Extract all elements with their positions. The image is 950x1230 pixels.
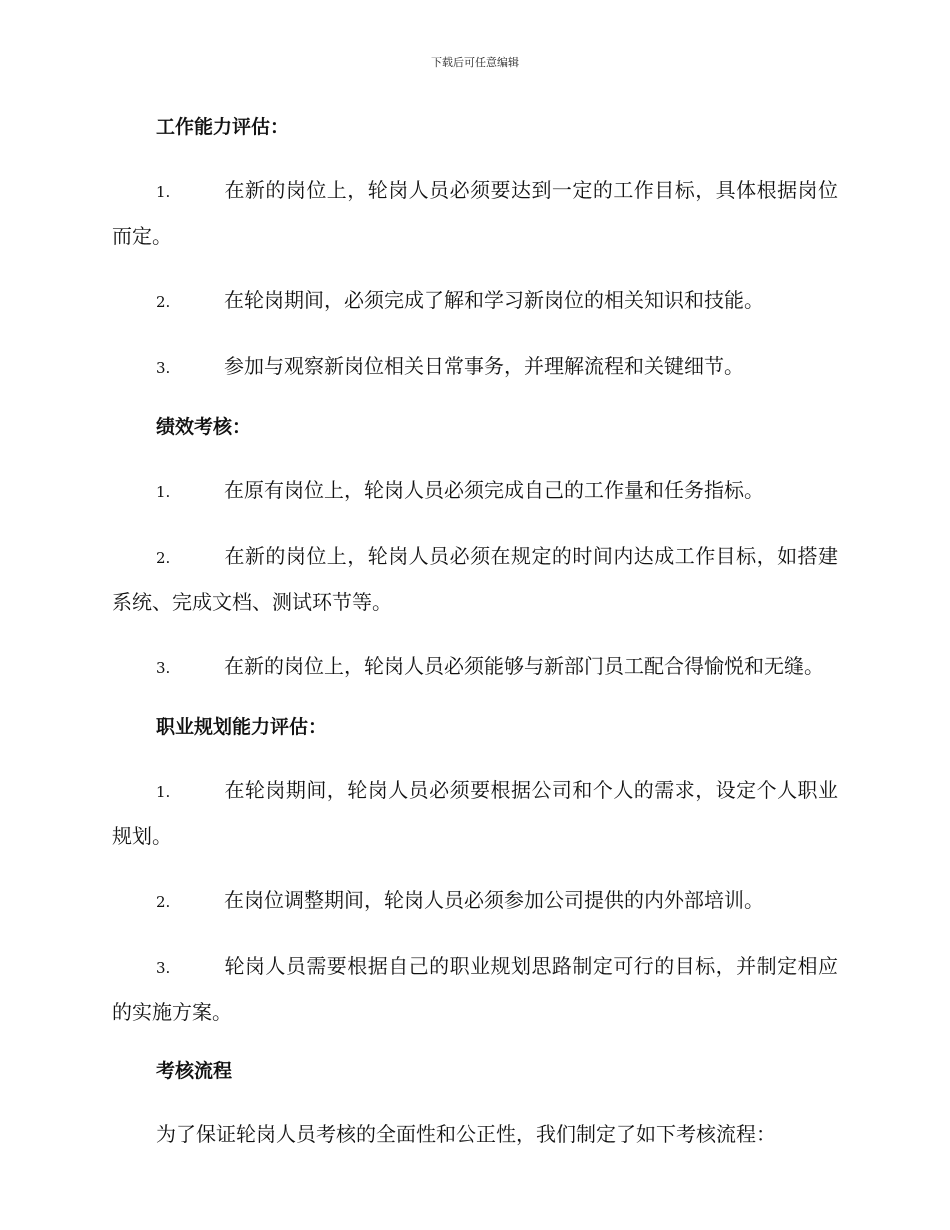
list-item [112,878,838,924]
section-heading-performance: 绩效考核： [156,416,252,438]
list-item-number: 1. [156,183,171,201]
list-item [112,944,838,1034]
list-item-text: 在轮岗期间，轮岗人员必须要根据公司和个人的需求，设定个人职业规划。 [112,778,838,848]
section-heading-career-planning: 职业规划能力评估： [156,716,328,738]
page-header-note: 下载后可任意编辑 [431,56,519,69]
list-item [112,768,838,858]
section-heading-assessment-process: 考核流程 [156,1060,233,1082]
list-item [112,468,838,514]
list-item [112,278,838,324]
list-item-text: 在原有岗位上，轮岗人员必须完成自己的工作量和任务指标。 [224,478,764,502]
list-item-number: 3. [156,359,171,377]
list-item [112,534,838,624]
list-item-number: 2. [156,293,171,311]
list-item-text: 轮岗人员需要根据自己的职业规划思路制定可行的目标，并制定相应的实施方案。 [112,954,838,1024]
list-item-number: 1. [156,483,171,501]
closing-paragraph: 为了保证轮岗人员考核的全面性和公正性，我们制定了如下考核流程： [156,1122,776,1146]
list-item-number: 1. [156,783,171,801]
document-body [112,110,838,1156]
list-item-text: 在轮岗期间，必须完成了解和学习新岗位的相关知识和技能。 [224,288,764,312]
list-item-text: 在岗位调整期间，轮岗人员必须参加公司提供的内外部培训。 [224,888,764,912]
list-item [112,644,838,690]
list-item-number: 3. [156,959,171,977]
list-item-number: 2. [156,549,171,567]
list-item-text: 在新的岗位上，轮岗人员必须在规定的时间内达成工作目标，如搭建系统、完成文档、测试环节等。 [112,544,838,614]
list-item [112,168,838,258]
list-item-text: 在新的岗位上，轮岗人员必须能够与新部门员工配合得愉悦和无缝。 [224,654,824,678]
list-item [112,344,838,390]
list-item-text: 在新的岗位上，轮岗人员必须要达到一定的工作目标，具体根据岗位而定。 [112,178,838,248]
list-item-number: 3. [156,659,171,677]
list-item-text: 参加与观察新岗位相关日常事务，并理解流程和关键细节。 [224,354,744,378]
section-heading-work-ability: 工作能力评估： [156,116,290,138]
list-item-number: 2. [156,893,171,911]
